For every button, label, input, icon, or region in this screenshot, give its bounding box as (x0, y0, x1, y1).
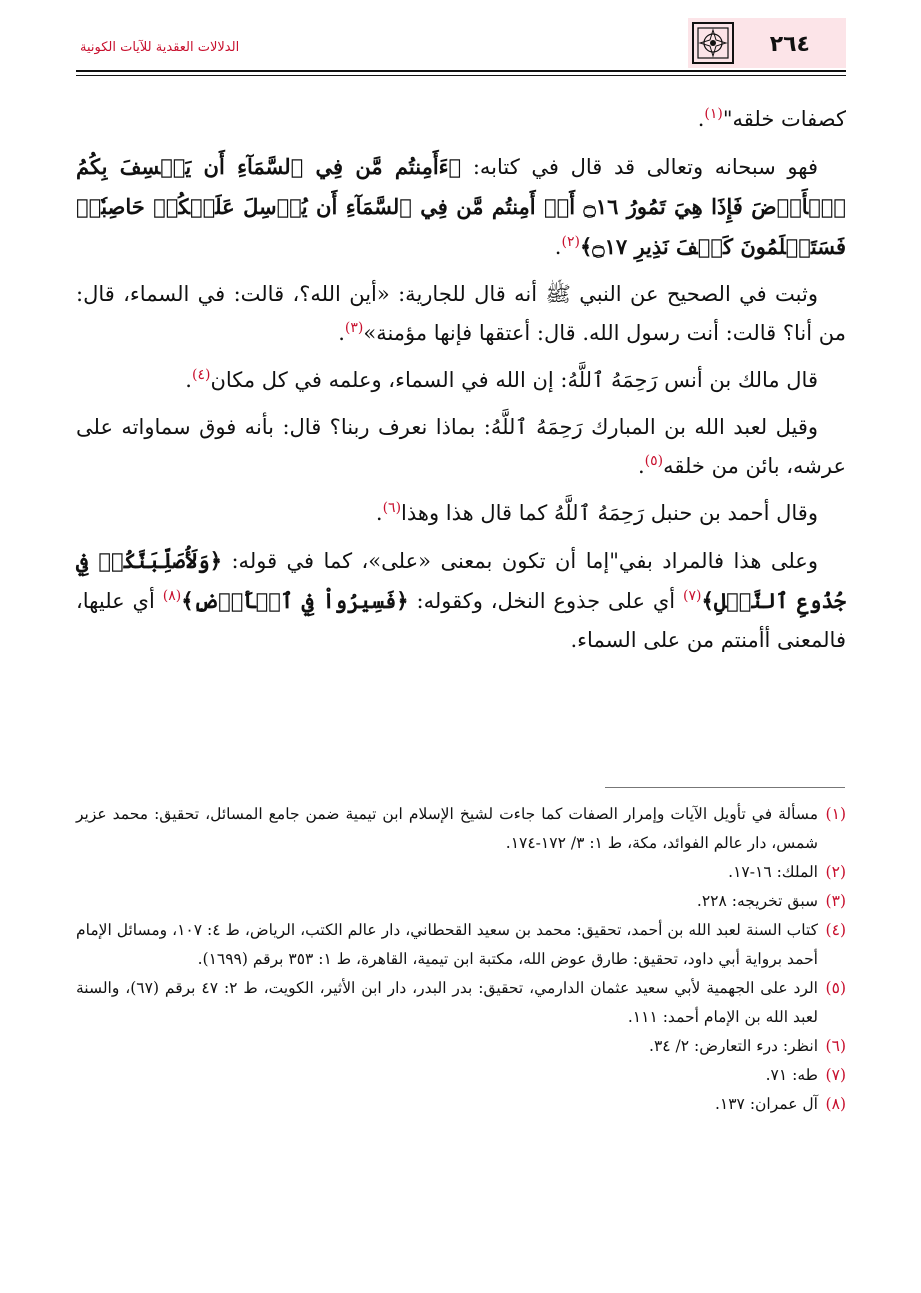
paragraph-3 (76, 275, 846, 353)
main-text (76, 100, 846, 668)
footnotes (76, 800, 846, 1119)
footnote-text: انظر: درء التعارض: ٢/ ٣٤. (649, 1037, 818, 1055)
header-rule-thin (76, 75, 846, 76)
header-rule-thick (76, 70, 846, 72)
paragraph-7 (76, 541, 846, 660)
footnote-number: (٣) (825, 892, 846, 910)
paragraph-6 (76, 494, 846, 533)
footnote-text: الرد على الجهمية لأبي سعيد عثمان الدارمي، تحقيق: بدر البدر، دار ابن الأثير، الكويت، ط ٢: ٤٧ برقم (٦٧)، والسنة لعبد الله بن الإمام أحمد: ١١١. (76, 979, 818, 1026)
paragraph-5 (76, 408, 846, 486)
footnote-5 (76, 974, 846, 1032)
paragraph-text: وقيل لعبد الله بن المبارك رَحِمَهُ ٱللَّهُ: بماذا نعرف ربنا؟ قال: بأنه فوق سماواته على عرشه، بائن من خلقه (76, 415, 846, 478)
footnote-2 (76, 858, 846, 887)
paragraph-text: وثبت في الصحيح عن النبي ﷺ أنه قال للجارية: «أين الله؟، قالت: في السماء، قال: من أنا؟ قالت: أنت رسول الله. قال: أعتقها فإنها مؤمنة» (76, 282, 846, 345)
footnote-ref: (٥) (644, 453, 664, 469)
paragraph-text-mid: أي على جذوع النخل، وكقوله: (416, 589, 676, 613)
footnote-ref: (٣) (344, 320, 364, 336)
page-number: ٢٦٤ (769, 32, 810, 57)
footnote-number: (٤) (825, 921, 846, 939)
footnote-number: (٨) (825, 1095, 846, 1113)
paragraph-text: فهو سبحانه وتعالى قد قال في كتابه: (472, 155, 818, 179)
footnote-number: (٦) (825, 1037, 846, 1055)
ornament-icon (692, 22, 734, 64)
paragraph-text: كصفات خلقه" (722, 107, 846, 131)
quran-verse: ﴿فَسِيرُواْ فِي ٱلۡأَرۡضِ﴾ (181, 588, 409, 613)
footnote-number: (٥) (825, 979, 846, 997)
footnote-text: طه: ٧١. (765, 1066, 818, 1084)
footnote-number: (١) (825, 805, 846, 823)
paragraph-tail: . (697, 107, 705, 131)
footnote-ref: (٧) (683, 588, 702, 604)
footnote-separator (605, 787, 845, 788)
page-header (76, 18, 846, 70)
footnote-3 (76, 887, 846, 916)
footnote-ref: (١) (704, 106, 723, 122)
paragraph-tail: . (375, 501, 383, 525)
footnote-text: سبق تخريجه: ٢٢٨. (696, 892, 818, 910)
footnote-6 (76, 1032, 846, 1061)
footnote-text: آل عمران: ١٣٧. (714, 1095, 818, 1113)
footnote-8 (76, 1090, 846, 1119)
footnote-number: (٢) (825, 863, 846, 881)
footnote-number: (٧) (825, 1066, 846, 1084)
paragraph-tail: أي عليها، فالمعنى أأمنتم من على السماء. (76, 589, 846, 652)
footnote-7 (76, 1061, 846, 1090)
paragraph-1 (76, 100, 846, 139)
paragraph-2 (76, 147, 846, 267)
paragraph-text: قال مالك بن أنس رَحِمَهُ ٱللَّهُ: إن الله في السماء، وعلمه في كل مكان (210, 368, 818, 392)
running-title: الدلالات العقدية للآيات الكونية (80, 40, 240, 55)
footnote-ref: (٦) (382, 500, 402, 516)
paragraph-tail: . (185, 368, 192, 392)
footnote-ref: (٢) (561, 234, 580, 250)
paragraph-text: وقال أحمد بن حنبل رَحِمَهُ ٱللَّهُ كما قال هذا وهذا (401, 501, 818, 525)
paragraph-text: وعلى هذا فالمراد بفي"إما أن تكون بمعنى «على»، كما في قوله: (231, 549, 818, 573)
quran-verse: ﴿وَلَأُصَلِّبَنَّكُمۡ فِي جُذُوعِ ٱلنَّخۡلِ﴾ (76, 548, 846, 613)
footnote-4 (76, 916, 846, 974)
footnote-ref: (٨) (162, 588, 182, 604)
footnote-text: مسألة في تأويل الآيات وإمرار الصفات كما جاءت لشيخ الإسلام ابن تيمية ضمن جامع المسائل، تحقيق: محمد عزير شمس، دار عالم الفوائد، مكة، ط ١: ٣/ ١٧٢-١٧٤. (76, 805, 818, 852)
footnote-text: الملك: ١٦-١٧. (728, 863, 818, 881)
paragraph-4 (76, 361, 846, 400)
footnote-text: كتاب السنة لعبد الله بن أحمد، تحقيق: محمد بن سعيد القحطاني، دار عالم الكتب، الرياض، ط ٤: ١٠٧، ومسائل الإمام أحمد برواية أبي داود، تحقيق: طارق عوض الله، مكتبة ابن تيمية، القاهرة، ط ١: ٣٥٣ برقم (١٦٩٩). (76, 921, 818, 968)
paragraph-tail: . (554, 235, 562, 259)
paragraph-tail: . (637, 454, 645, 478)
footnote-1 (76, 800, 846, 858)
paragraph-tail: . (338, 321, 345, 345)
footnote-ref: (٤) (191, 367, 211, 383)
quran-verse: ﴿ءَأَمِنتُم مَّن فِي ٱلسَّمَآءِ أَن يَخۡسِفَ بِكُمُ ٱلۡأَرۡضَ فَإِذَا هِيَ تَمُورُ ۝١٦ أَمۡ أَمِنتُم مَّن فِي ٱلسَّمَآءِ أَن يُرۡسِلَ عَلَيۡكُمۡ حَاصِبٗاۖ فَسَتَعۡلَمُونَ كَيۡفَ نَذِيرِ ۝١٧﴾ (76, 154, 846, 259)
